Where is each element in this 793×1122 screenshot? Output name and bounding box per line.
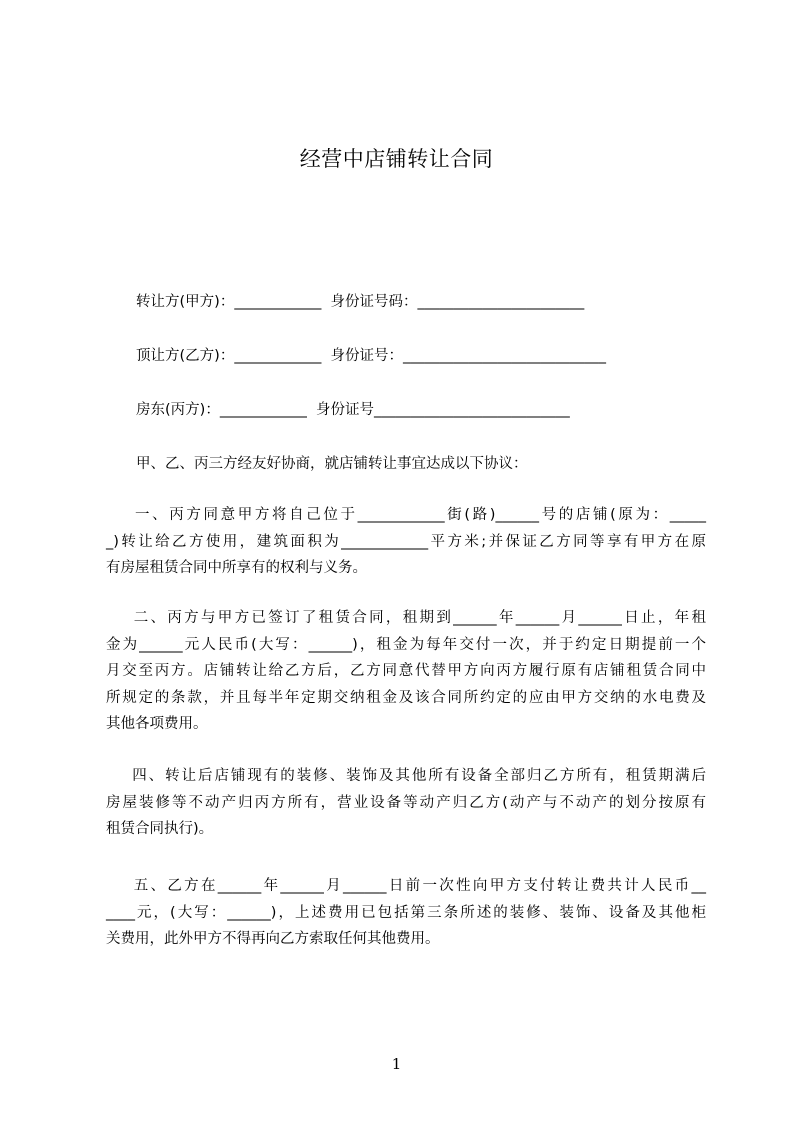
transferor-line: 转让方(甲方)：____________ 身份证号码：_______________________ xyxy=(136,294,585,310)
clause-2-line: 月交至丙方。店铺转让给乙方后，乙方同意代替甲方向丙方履行原有店铺租赁合同中 xyxy=(106,663,706,679)
clause-4-line: 房屋装修等不动产归丙方所有，营业设备等动产归乙方(动产与不动产的划分按原有 xyxy=(106,794,706,811)
landlord-line: 房东(丙方)：____________ 身份证号___________________________ xyxy=(136,402,570,418)
clause-1-line: 一、丙方同意甲方将自己位于____________街(路)______号的店铺(原为：_____ xyxy=(106,507,706,523)
clause-2 xyxy=(106,605,706,738)
clause-5-line: 关费用，此外甲方不得再向乙方索取任何其他费用。 xyxy=(106,931,440,947)
clause-5-line: ____元，(大写：______)，上述费用已包括第三条所述的装修、装饰、设备及其他柜 xyxy=(106,904,706,921)
transferee-line: 顶让方(乙方)：____________ 身份证号：____________________________ xyxy=(136,348,607,364)
intro-line: 甲、乙、丙三方经友好协商，就店铺转让事宜达成以下协议： xyxy=(136,456,528,472)
clause-4-line: 租赁合同执行)。 xyxy=(106,821,214,837)
document-title: 经营中店铺转让合同 xyxy=(299,147,494,171)
clause-5 xyxy=(106,873,706,953)
clause-1-line: _)转让给乙方使用，建筑面积为____________平方米;并保证乙方同等享有甲方在原 xyxy=(106,533,706,550)
clause-2-line: 二、丙方与甲方已签订了租赁合同，租期到______年______月______日止，年租 xyxy=(106,610,706,626)
clause-4-line: 四、转让后店铺现有的装修、装饰及其他所有设备全部归乙方所有，租赁期满后 xyxy=(106,768,706,784)
clause-1 xyxy=(106,502,706,582)
clause-4 xyxy=(106,763,706,843)
clause-2-line: 所规定的条款，并且每半年定期交纳租金及该合同所约定的应由甲方交纳的水电费及 xyxy=(106,689,706,706)
clause-5-line: 五、乙方在______年______月______日前一次性向甲方支付转让费共计人民币__ xyxy=(106,878,706,894)
clause-2-line: 其他各项费用。 xyxy=(106,716,208,732)
page-number: 1 xyxy=(391,1055,402,1073)
clause-1-line: 有房屋租赁合同中所享有的权利与义务。 xyxy=(106,560,367,576)
clause-2-line: 金为______元人民币(大写：______)，租金为每年交付一次，并于约定日期提前一个 xyxy=(106,636,706,653)
